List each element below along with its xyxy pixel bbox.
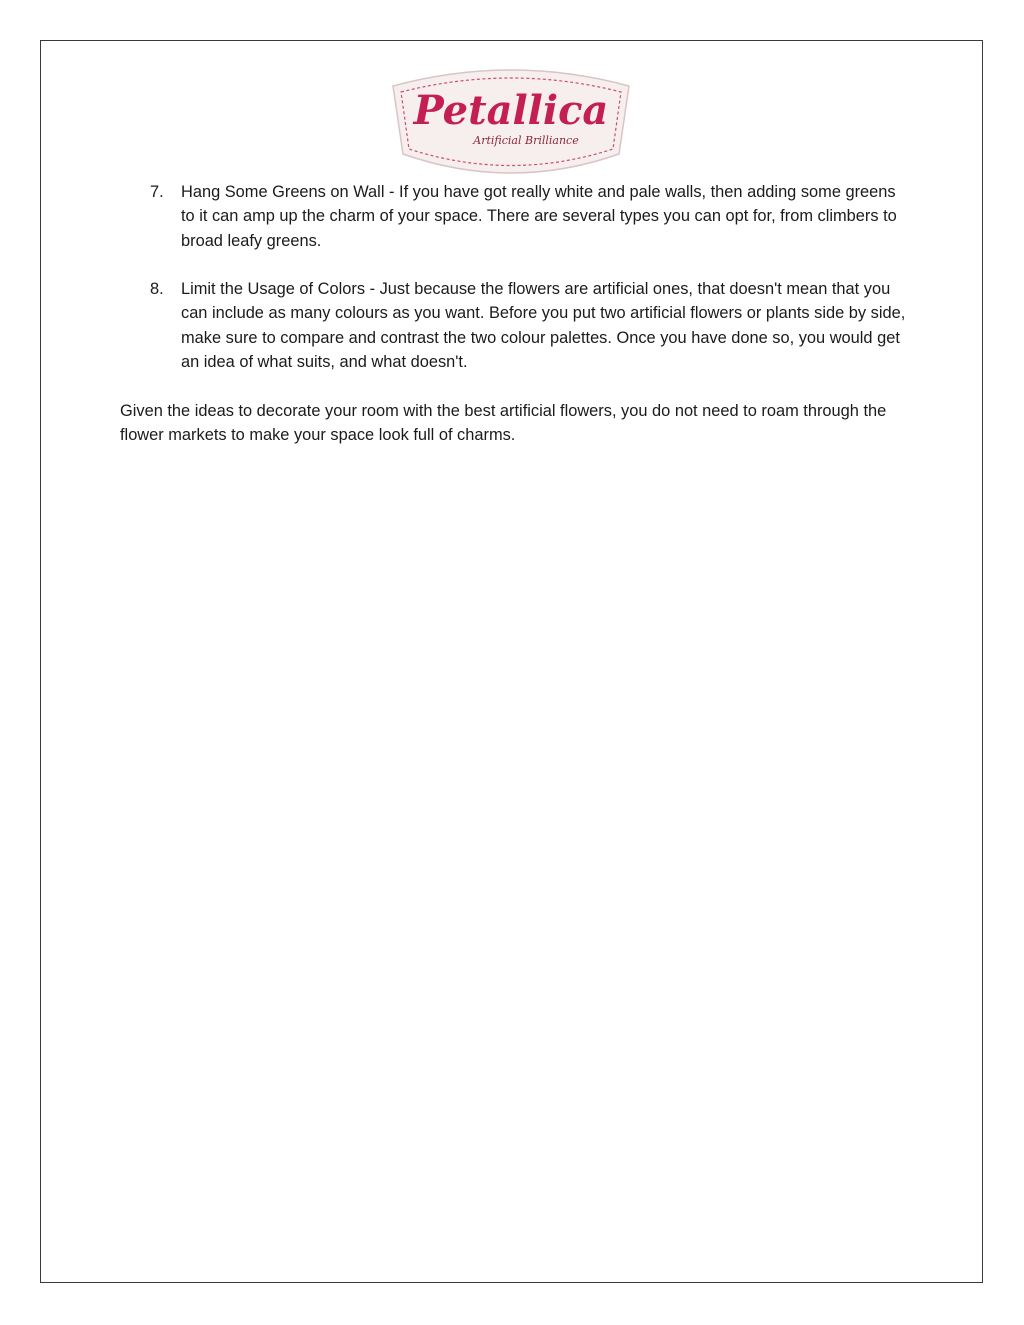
list-item-number: 7. bbox=[150, 183, 164, 201]
petallica-logo bbox=[387, 58, 635, 182]
list-item-text: Hang Some Greens on Wall - If you have got really white and pale walls, then adding some greens to it can amp up the charm of your space. There are several types you can opt for, from climbers to broad leafy greens. bbox=[181, 183, 897, 250]
closing-paragraph: Given the ideas to decorate your room with the best artificial flowers, you do not need to roam through the flower markets to make your space look full of charms. bbox=[120, 401, 887, 444]
logo-badge-graphic bbox=[387, 58, 635, 182]
list-item-number: 8. bbox=[150, 280, 164, 299]
list-item-8 bbox=[120, 277, 906, 374]
logo-tagline-text: Artificial Brilliance bbox=[473, 134, 579, 147]
list-item-text: Limit the Usage of Colors - Just because the flowers are artificial ones, that doesn't mean that you can include as many colours as you want. Before you put two artificial flowers or plants side by side, make sure to compare and contrast the two colour palettes. Once you have done so, you would get an idea of what suits, and what doesn't. bbox=[181, 280, 906, 372]
logo-brand-text: Petallica bbox=[413, 87, 609, 134]
list-item-7 bbox=[120, 180, 906, 253]
document-body bbox=[120, 180, 906, 447]
